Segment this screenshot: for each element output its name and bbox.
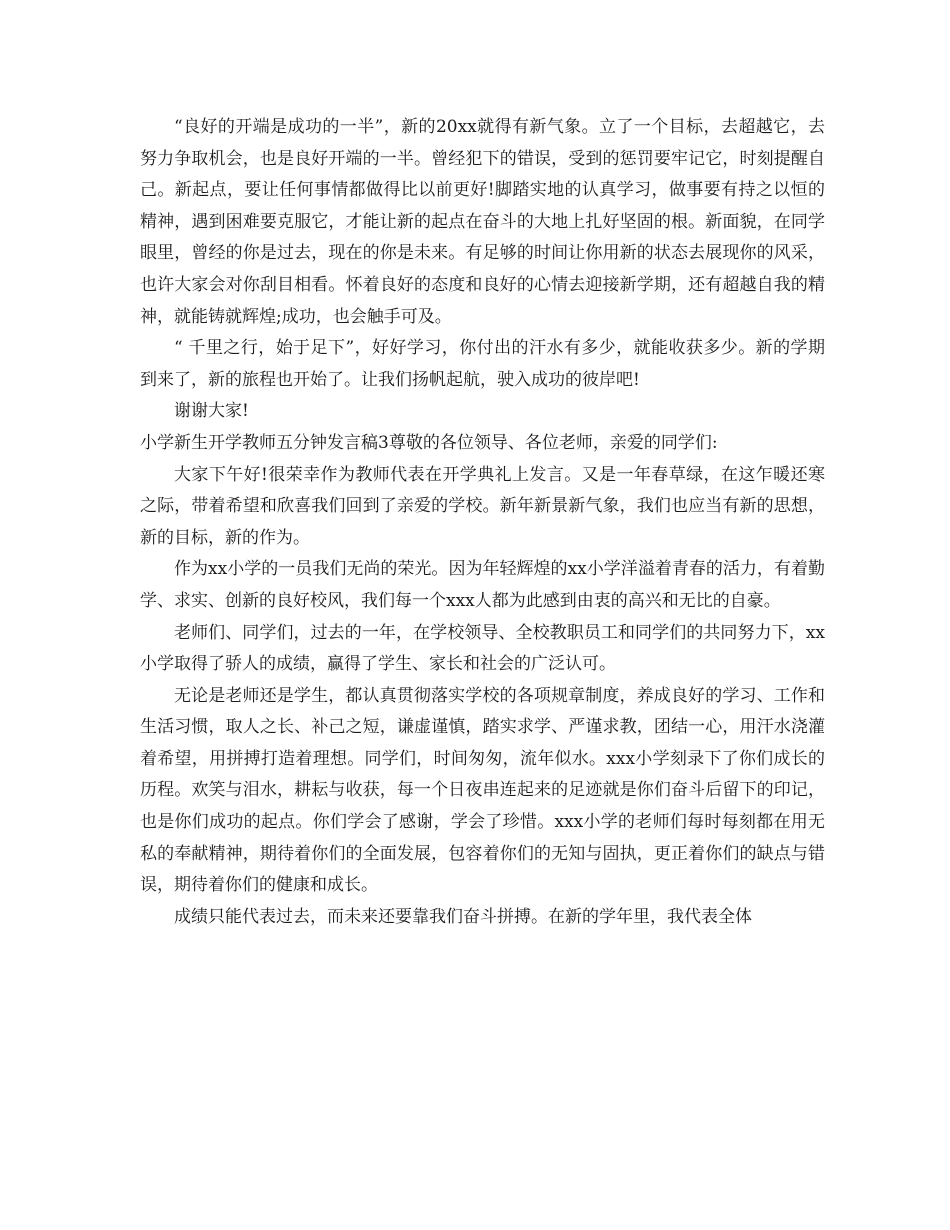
paragraph-1: “良好的开端是成功的一半”，新的20xx就得有新气象。立了一个目标，去超越它，去努力争取机会，也是良好开端的一半。曾经犯下的错误，受到的惩罚要牢记它，时刻提醒自己。新起点，要让任何事情都做得比以前更好!脚踏实地的认真学习，做事要有持之以恒的精神，遇到困难要克服它，才能让新的起点在奋斗的大地上扎好坚固的根。新面貌，在同学眼里，曾经的你是过去，现在的你是未来。有足够的时间让你用新的状态去展现你的风采，也许大家会对你刮目相看。怀着良好的态度和良好的心情去迎接新学期，还有超越自我的精神，就能铸就辉煌;成功，也会触手可及。 [140, 117, 825, 327]
paragraph-5: 大家下午好!很荣幸作为教师代表在开学典礼上发言。又是一年春草绿，在这乍暖还寒之际，带着希望和欣喜我们回到了亲爱的学校。新年新景新气象，我们也应当有新的思想，新的目标，新的作为。 [140, 464, 825, 548]
paragraph-9: 成绩只能代表过去，而未来还要靠我们奋斗拼搏。在新的学年里，我代表全体 [174, 906, 752, 927]
paragraph-6: 作为xx小学的一员我们无尚的荣光。因为年轻辉煌的xx小学洋溢着青春的活力，有着勤学、求实、创新的良好校风，我们每一个xxx人都为此感到由衷的高兴和无比的自豪。 [140, 559, 825, 611]
paragraph-2: “ 千里之行，始于足下”，好好学习，你付出的汗水有多少，就能收获多少。新的学期到来了，新的旅程也开始了。让我们扬帆起航，驶入成功的彼岸吧! [140, 338, 825, 390]
paragraph-3: 谢谢大家! [174, 401, 249, 422]
paragraph-7: 老师们、同学们，过去的一年，在学校领导、全校教职员工和同学们的共同努力下，xx小学取得了骄人的成绩，赢得了学生、家长和社会的广泛认可。 [140, 622, 825, 675]
document-body [140, 112, 825, 933]
paragraph-8: 无论是老师还是学生，都认真贯彻落实学校的各项规章制度，养成良好的学习、工作和生活习惯，取人之长、补己之短，谦虚谨慎，踏实求学、严谨求教，团结一心，用汗水浇灌着希望，用拼搏打造着理想。同学们，时间匆匆，流年似水。xxx小学刻录下了你们成长的历程。欢笑与泪水，耕耘与收获，每一个日夜串连起来的足迹就是你们奋斗后留下的印记，也是你们成功的起点。你们学会了感谢，学会了珍惜。xxx小学的老师们每时每刻都在用无私的奉献精神，期待着你们的全面发展，包容着你们的无知与固执，更正着你们的缺点与错误，期待着你们的健康和成长。 [140, 685, 825, 896]
paragraph-4-heading: 小学新生开学教师五分钟发言稿3尊敬的各位领导、各位老师，亲爱的同学们: [140, 432, 718, 453]
